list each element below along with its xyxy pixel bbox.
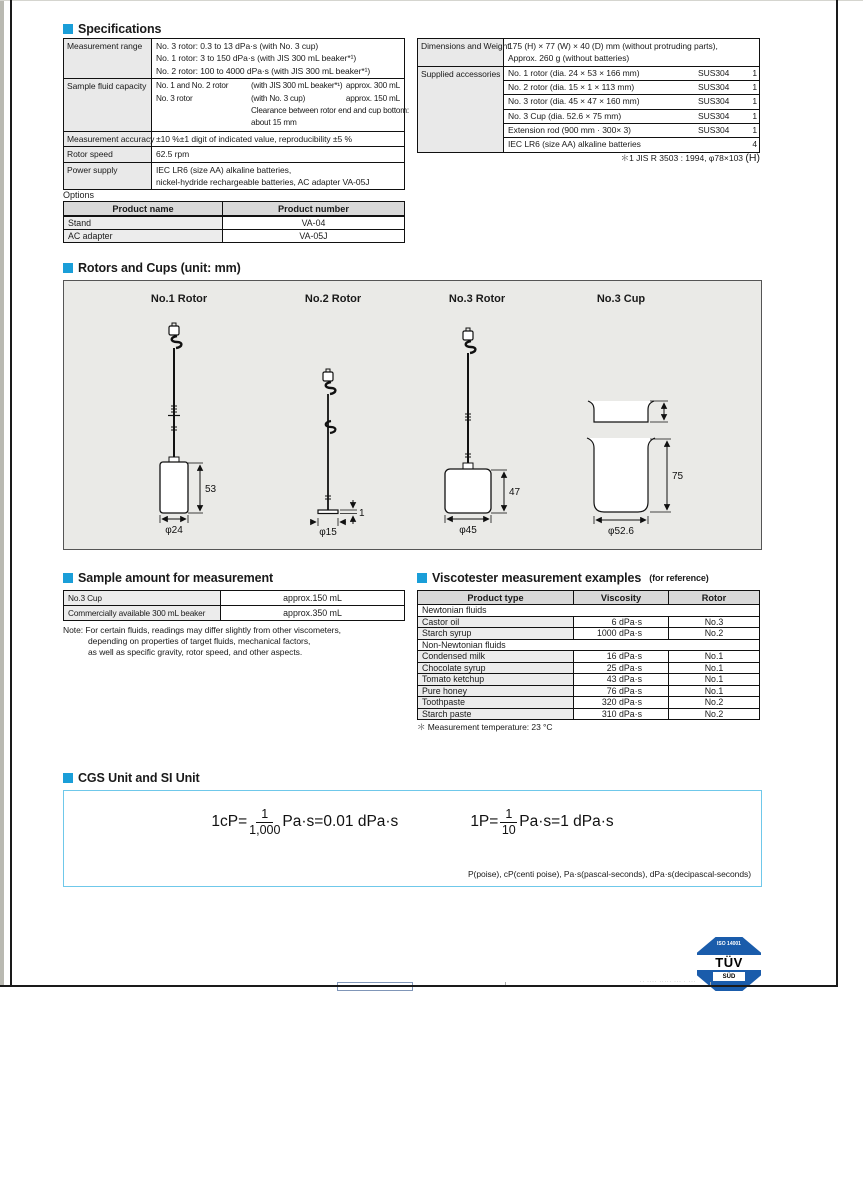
spec-label: Measurement accuracy bbox=[64, 131, 152, 146]
heading-square-icon bbox=[63, 24, 73, 34]
viscosity-value: 25 dPa·s bbox=[574, 662, 669, 674]
product-name: Chocolate syrup bbox=[418, 662, 574, 674]
spec-line bbox=[156, 93, 400, 105]
fraction bbox=[249, 807, 280, 837]
scan-edge-left bbox=[0, 0, 4, 986]
formula-post: Pa·s=0.01 dPa·s bbox=[282, 813, 399, 830]
option-name: Stand bbox=[64, 216, 223, 230]
accessory-material: SUS304 bbox=[698, 67, 730, 78]
accessory-row bbox=[504, 67, 759, 81]
viscosity-value: 1000 dPa·s bbox=[574, 628, 669, 640]
spec-value: 62.5 rpm bbox=[152, 147, 405, 162]
rotor3-label: No.3 Rotor bbox=[448, 293, 506, 305]
column-header: Product type bbox=[418, 591, 574, 605]
rotor-value: No.2 bbox=[669, 708, 760, 720]
cap-col2: Clearance between rotor end and cup bottom: bbox=[251, 106, 409, 116]
accessory-qty: 1 bbox=[752, 110, 757, 121]
cap-col2: (with No. 3 cup) bbox=[251, 93, 306, 103]
table-row bbox=[64, 202, 405, 217]
spec-label: Measurement range bbox=[64, 39, 152, 79]
formula-row bbox=[64, 807, 761, 837]
heading-square-icon bbox=[63, 773, 73, 783]
table-row bbox=[418, 591, 760, 605]
rotor3-height-dim: 47 bbox=[509, 487, 521, 498]
spec-line bbox=[156, 105, 409, 117]
accessory-qty: 1 bbox=[752, 125, 757, 135]
product-name: Tomato ketchup bbox=[418, 674, 574, 686]
note-line: depending on properties of target fluids, mechanical factors, bbox=[88, 635, 311, 646]
accessory-material: SUS304 bbox=[698, 96, 730, 107]
rotors-heading bbox=[63, 261, 241, 275]
rotor2-thickness-dim: 1 bbox=[359, 508, 365, 519]
product-name: Condensed milk bbox=[418, 651, 574, 663]
spec-label: Power supply bbox=[64, 162, 152, 190]
heading-suffix: (for reference) bbox=[649, 573, 709, 583]
specifications-heading bbox=[63, 22, 161, 36]
heading-text: Specifications bbox=[78, 22, 162, 36]
option-number: VA-04 bbox=[223, 216, 405, 230]
page-border-bottom bbox=[0, 985, 838, 987]
spec-line: No. 1 rotor: 3 to 150 dPa·s (with JIS 300 mL beaker*¹) bbox=[156, 53, 357, 64]
column-header: Viscosity bbox=[574, 591, 669, 605]
cap-col1 bbox=[156, 105, 251, 117]
fine-print: ·· ···· ····· ··· · ··· bbox=[640, 979, 697, 984]
rotors-diagram-panel bbox=[63, 280, 762, 550]
product-name: Pure honey bbox=[418, 685, 574, 697]
table-row bbox=[64, 79, 405, 132]
spec-line: 175 (H) × 77 (W) × 40 (D) mm (without protruding parts), bbox=[508, 41, 718, 51]
column-header: Product name bbox=[64, 202, 223, 217]
viscosity-value: 16 dPa·s bbox=[574, 651, 669, 663]
table-row bbox=[64, 162, 405, 190]
cap-col3: approx. 300 mL bbox=[345, 81, 400, 91]
table-row bbox=[418, 628, 760, 640]
accessory-item: Extension rod (900 mm · 300× 3) bbox=[508, 125, 631, 135]
logo-iso-text: ISO 14001 bbox=[717, 941, 741, 947]
dimensions-accessories-table bbox=[417, 38, 760, 153]
logo-tuv-text: TÜV bbox=[697, 955, 761, 970]
accessory-item: No. 3 rotor (dia. 45 × 47 × 160 mm) bbox=[508, 96, 640, 107]
category-row bbox=[418, 639, 760, 651]
product-name: Starch syrup bbox=[418, 628, 574, 640]
fraction-numerator: 1 bbox=[500, 807, 517, 823]
note-line: Note: For certain fluids, readings may differ slightly from other viscometers, bbox=[63, 625, 341, 635]
category-row bbox=[418, 605, 760, 617]
accessory-row bbox=[504, 124, 759, 138]
table-row bbox=[418, 66, 760, 152]
unit-legend: P(poise), cP(centi poise), Pa·s(pascal-seconds), dPa·s(decipascal-seconds) bbox=[467, 869, 751, 879]
table-row bbox=[418, 685, 760, 697]
heading-square-icon bbox=[63, 573, 73, 583]
heading-square-icon bbox=[417, 573, 427, 583]
rotor2-dia-dim: φ15 bbox=[319, 527, 337, 538]
examples-heading bbox=[417, 571, 709, 585]
rotor2-label: No.2 Rotor bbox=[304, 293, 362, 305]
table-row bbox=[418, 662, 760, 674]
spec-line bbox=[156, 117, 400, 129]
spec-label: Rotor speed bbox=[64, 147, 152, 162]
spec-line: Approx. 260 g (without batteries) bbox=[508, 53, 630, 64]
accessory-material: SUS304 bbox=[698, 110, 730, 121]
spec-line: No. 2 rotor: 100 to 4000 dPa·s (with JIS 300 mL beaker*¹) bbox=[156, 65, 371, 76]
table-row bbox=[418, 39, 760, 67]
heading-text: Sample amount for measurement bbox=[78, 571, 274, 585]
rotor-value: No.1 bbox=[669, 685, 760, 697]
table-row bbox=[64, 147, 405, 162]
options-table bbox=[63, 201, 405, 243]
sample-amount-heading bbox=[63, 571, 273, 585]
viscosity-value: 310 dPa·s bbox=[574, 708, 669, 720]
table-row bbox=[418, 616, 760, 628]
category-name: Non-Newtonian fluids bbox=[418, 639, 760, 651]
spec-value: ±10 %±1 digit of indicated value, reproducibility ±5 % bbox=[152, 131, 405, 146]
rotor1-drawing bbox=[160, 323, 203, 523]
rotor-value: No.1 bbox=[669, 651, 760, 663]
spec-line: nickel-hydride rechargeable batteries, AC adapter VA-05J bbox=[156, 177, 370, 188]
table-row bbox=[418, 651, 760, 663]
spec-label: Dimensions and Weight bbox=[418, 39, 504, 67]
formula-cp bbox=[211, 807, 398, 837]
viscosity-value: 43 dPa·s bbox=[574, 674, 669, 686]
accessory-item: No. 3 Cup (dia. 52.6 × 75 mm) bbox=[508, 110, 622, 121]
temperature-note: ＊ Measurement temperature: 23 °C bbox=[417, 722, 553, 732]
rotor-value: No.1 bbox=[669, 662, 760, 674]
sample-vessel: Commercially available 300 mL beaker bbox=[64, 606, 221, 621]
cgs-heading bbox=[63, 771, 200, 785]
spec-label: Supplied accessories bbox=[418, 66, 504, 152]
accessories-list bbox=[504, 66, 760, 152]
option-number: VA-05J bbox=[223, 230, 405, 243]
table-row bbox=[418, 708, 760, 720]
accessory-qty: 4 bbox=[752, 139, 757, 150]
accessory-item: No. 1 rotor (dia. 24 × 53 × 166 mm) bbox=[508, 67, 640, 78]
accessory-material: SUS304 bbox=[698, 125, 730, 135]
scan-edge-top bbox=[0, 0, 863, 1]
logo-sud-text: SÜD bbox=[713, 972, 745, 981]
fraction bbox=[500, 807, 517, 837]
option-name: AC adapter bbox=[64, 230, 223, 243]
footnote-text: ＊1 JIS R 3503 : 1994, φ78×103 bbox=[620, 153, 744, 163]
rotor1-height-dim: 53 bbox=[205, 484, 217, 495]
cup3-label: No.3 Cup bbox=[596, 293, 646, 305]
heading-text: Rotors and Cups (unit: mm) bbox=[78, 261, 241, 275]
table-row bbox=[64, 39, 405, 79]
rotor-value: No.2 bbox=[669, 697, 760, 709]
cap-col1: No. 3 rotor bbox=[156, 93, 193, 103]
heading-text: CGS Unit and SI Unit bbox=[78, 771, 200, 785]
accessory-material: SUS304 bbox=[698, 82, 730, 93]
spec-value bbox=[152, 79, 409, 132]
accessory-row bbox=[504, 95, 759, 109]
sample-volume: approx.150 mL bbox=[221, 591, 405, 606]
spec-value bbox=[152, 39, 405, 79]
footnote-suffix: (H) bbox=[745, 152, 760, 164]
rotor1-label: No.1 Rotor bbox=[150, 293, 208, 305]
cgs-panel bbox=[63, 790, 762, 887]
cap-col1 bbox=[156, 117, 251, 129]
table-row bbox=[64, 230, 405, 243]
viscosity-value: 6 dPa·s bbox=[574, 616, 669, 628]
cup3-height-dim: 75 bbox=[672, 471, 684, 482]
cup3-drawing bbox=[587, 401, 671, 524]
fraction-denominator: 1,000 bbox=[249, 822, 281, 837]
accessory-row bbox=[504, 81, 759, 95]
options-label: Options bbox=[63, 190, 95, 200]
sample-vessel: No.3 Cup bbox=[64, 591, 221, 606]
fraction-denominator: 10 bbox=[501, 822, 516, 837]
accessory-qty: 1 bbox=[752, 82, 757, 93]
accessory-item: No. 2 rotor (dia. 15 × 1 × 113 mm) bbox=[508, 82, 635, 93]
viscosity-value: 320 dPa·s bbox=[574, 697, 669, 709]
cap-col2: (with JIS 300 mL beaker*¹) bbox=[251, 81, 343, 91]
accessory-item: IEC LR6 (size AA) alkaline batteries bbox=[508, 139, 641, 150]
table-row bbox=[64, 216, 405, 230]
product-name: Toothpaste bbox=[418, 697, 574, 709]
table-row bbox=[64, 606, 405, 621]
table-row bbox=[418, 697, 760, 709]
category-name: Newtonian fluids bbox=[418, 605, 760, 617]
column-header: Product number bbox=[223, 202, 405, 217]
viscosity-value: 76 dPa·s bbox=[574, 685, 669, 697]
rotor1-dia-dim: φ24 bbox=[165, 525, 183, 536]
note-line: as well as specific gravity, rotor speed, and other aspects. bbox=[88, 646, 303, 657]
sample-volume: approx.350 mL bbox=[221, 606, 405, 621]
product-name: Castor oil bbox=[418, 616, 574, 628]
spec-value bbox=[504, 39, 760, 67]
cap-col1: No. 1 and No. 2 rotor bbox=[156, 81, 229, 91]
column-header: Rotor bbox=[669, 591, 760, 605]
heading-square-icon bbox=[63, 263, 73, 273]
fraction-numerator: 1 bbox=[256, 807, 273, 823]
spec-line: No. 3 rotor: 0.3 to 13 dPa·s (with No. 3 cup) bbox=[156, 41, 319, 51]
accessory-qty: 1 bbox=[752, 67, 757, 78]
cup3-dia-dim: φ52.6 bbox=[608, 526, 634, 537]
table-row bbox=[418, 674, 760, 686]
examples-table bbox=[417, 590, 760, 720]
rotor-value: No.1 bbox=[669, 674, 760, 686]
spec-line bbox=[156, 80, 400, 92]
cap-col3: approx. 150 mL bbox=[345, 93, 400, 103]
rotors-diagram bbox=[64, 281, 761, 549]
accessory-row bbox=[504, 138, 759, 151]
formula-post: Pa·s=1 dPa·s bbox=[519, 813, 614, 830]
spec-line: IEC LR6 (size AA) alkaline batteries, bbox=[156, 164, 292, 175]
sample-note bbox=[63, 625, 413, 657]
spec-value bbox=[152, 162, 405, 190]
heading-text: Viscotester measurement examples bbox=[432, 571, 642, 585]
page-border-right bbox=[836, 0, 838, 985]
jis-footnote bbox=[417, 152, 760, 164]
rotor3-dia-dim: φ45 bbox=[459, 525, 477, 536]
rotor2-drawing bbox=[310, 369, 357, 526]
formula-pre: 1P= bbox=[470, 813, 499, 830]
accessory-qty: 1 bbox=[752, 96, 757, 107]
formula-pre: 1cP= bbox=[211, 813, 248, 830]
rotor3-drawing bbox=[445, 328, 507, 523]
rotor-value: No.2 bbox=[669, 628, 760, 640]
product-name: Starch paste bbox=[418, 708, 574, 720]
accessory-row bbox=[504, 110, 759, 124]
formula-p bbox=[470, 807, 613, 837]
rotor-value: No.3 bbox=[669, 616, 760, 628]
specifications-table bbox=[63, 38, 409, 190]
page-border-left bbox=[10, 0, 12, 986]
table-row bbox=[64, 131, 405, 146]
cap-col2: about 15 mm bbox=[251, 118, 297, 128]
table-row bbox=[64, 591, 405, 606]
sample-amount-table bbox=[63, 590, 405, 621]
spec-label: Sample fluid capacity bbox=[64, 79, 152, 132]
